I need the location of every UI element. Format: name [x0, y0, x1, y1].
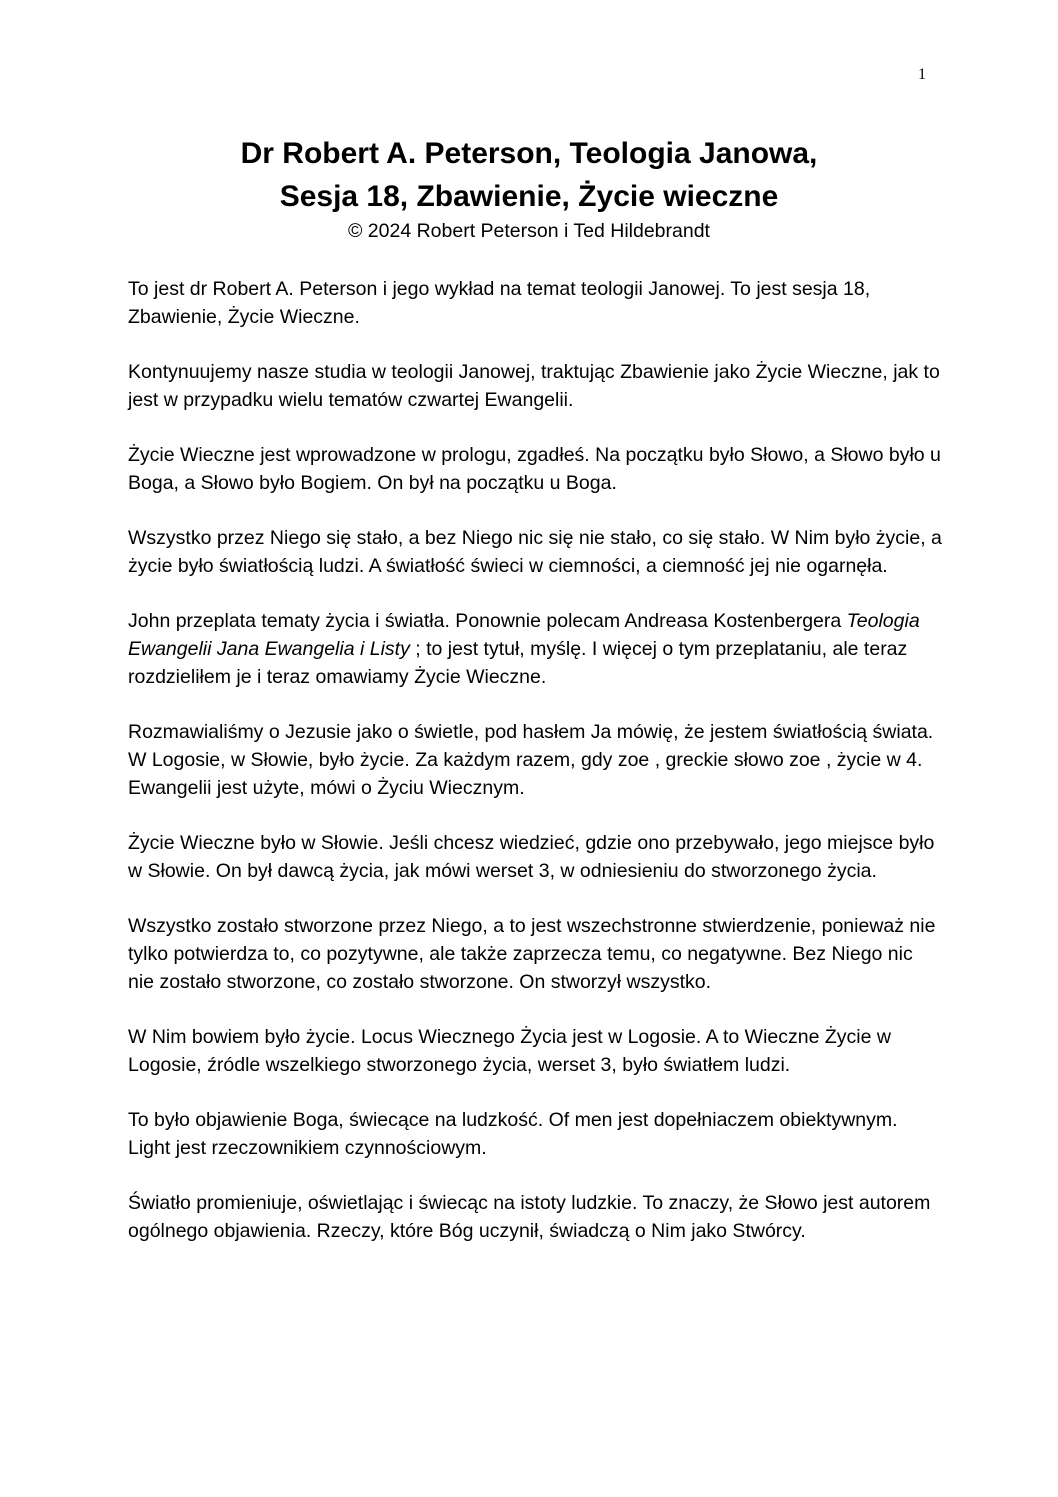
paragraph-5-text-a: John przeplata tematy życia i światła. Ponownie polecam Andreasa Kostenbergera — [128, 610, 847, 632]
paragraph-5 — [128, 607, 943, 691]
document-body — [128, 275, 943, 1272]
document-header — [100, 132, 958, 244]
document-title — [100, 132, 958, 218]
page-number: 1 — [918, 66, 926, 83]
paragraph-3: Życie Wieczne jest wprowadzone w prologu, zgadłeś. Na początku było Słowo, a Słowo było u Boga, a Słowo było Bogiem. On był na początku u Boga. — [128, 444, 941, 494]
paragraph-8: Wszystko zostało stworzone przez Niego, a to jest wszechstronne stwierdzenie, ponieważ nie tylko potwierdza to, co pozytywne, ale także zaprzecza temu, co negatywne. Bez Niego nic nie zostało stworzone, co zostało stworzone. On stworzył wszystko. — [128, 915, 936, 993]
paragraph-10: To było objawienie Boga, świecące na ludzkość. Of men jest dopełniaczem obiektywnym. Light jest rzeczownikiem czynnościowym. — [128, 1109, 898, 1159]
paragraph-6: Rozmawialiśmy o Jezusie jako o świetle, pod hasłem Ja mówię, że jestem światłością świata. W Logosie, w Słowie, było życie. Za każdym razem, gdy zoe , greckie słowo zoe , życie w 4. Ewangelii jest użyte, mówi o Życiu Wiecznym. — [128, 721, 934, 799]
copyright-line: © 2024 Robert Peterson i Ted Hildebrandt — [348, 220, 710, 242]
paragraph-5-text-b: ; to jest tytuł, myślę. I więcej o tym przeplataniu, ale teraz rozdzieliłem je i teraz omawiamy Życie Wieczne. — [128, 638, 908, 688]
paragraph-1: To jest dr Robert A. Peterson i jego wykład na temat teologii Janowej. To jest sesja 18, Zbawienie, Życie Wieczne. — [128, 278, 871, 328]
book-title: Teologia Ewangelii Jana Ewangelia i Listy — [128, 610, 920, 660]
paragraph-9: W Nim bowiem było życie. Locus Wiecznego Życia jest w Logosie. A to Wieczne Życie w Logosie, źródle wszelkiego stworzonego życia, werset 3, było światłem ludzi. — [128, 1026, 891, 1076]
title-line-1: Dr Robert A. Peterson, Teologia Janowa, — [240, 137, 818, 170]
title-line-2: Sesja 18, Zbawienie, Życie wieczne — [279, 180, 779, 213]
paragraph-7: Życie Wieczne było w Słowie. Jeśli chcesz wiedzieć, gdzie ono przebywało, jego miejsce było w Słowie. On był dawcą życia, jak mówi werset 3, w odniesieniu do stworzonego życia. — [128, 832, 935, 882]
paragraph-2: Kontynuujemy nasze studia w teologii Janowej, traktując Zbawienie jako Życie Wieczne, jak to jest w przypadku wielu tematów czwartej Ewangelii. — [128, 361, 940, 411]
paragraph-4: Wszystko przez Niego się stało, a bez Niego nic się nie stało, co się stało. W Nim było życie, a życie było światłością ludzi. A światłość świeci w ciemności, a ciemność jej nie ogarnęła. — [128, 527, 942, 577]
paragraph-11: Światło promieniuje, oświetlając i świecąc na istoty ludzkie. To znaczy, że Słowo jest autorem ogólnego objawienia. Rzeczy, które Bóg uczynił, świadczą o Nim jako Stwórcy. — [128, 1192, 931, 1242]
